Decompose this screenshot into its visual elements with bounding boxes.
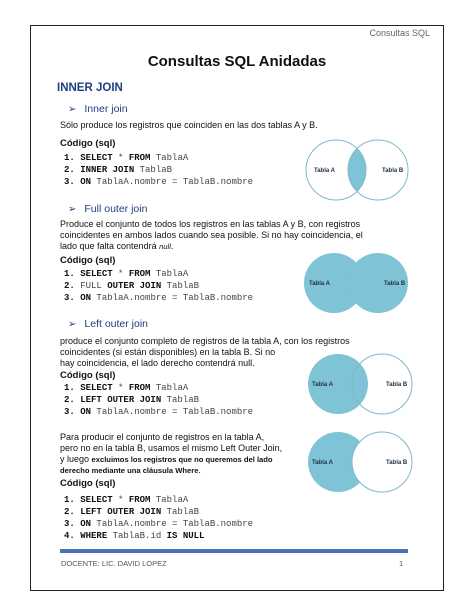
bullet-label: Inner join: [84, 103, 128, 115]
code-line: 3. ON TablaA.nombre = TablaB.nombre: [64, 293, 254, 303]
code-line: 2. LEFT OUTER JOIN TablaB: [64, 395, 200, 405]
venn-label-b: Tabla B: [386, 460, 408, 466]
page-title: Consultas SQL Anidadas: [147, 53, 327, 70]
code-line: 3. ON TablaA.nombre = TablaB.nombre: [64, 177, 254, 187]
venn-inner-join: [296, 138, 418, 207]
code-label: Código (sql): [60, 478, 116, 489]
bullet-label: Full outer join: [84, 203, 148, 215]
arrow-bullet-icon: ➢: [68, 318, 77, 330]
paragraph: Sólo produce los registros que coinciden en las dos tablas A y B.: [60, 120, 318, 130]
code-line: 2. INNER JOIN TablaB: [64, 165, 173, 175]
code-line: 1. SELECT * FROM TablaA: [64, 269, 189, 279]
code-block: [64, 152, 253, 188]
venn-full-outer-join: [294, 251, 418, 320]
code-block: [64, 268, 253, 304]
venn-left-outer-join: [300, 352, 420, 421]
code-line: 2. LEFT OUTER JOIN TablaB: [64, 507, 200, 517]
bullet-full-outer-join: [68, 203, 147, 215]
arrow-bullet-icon: ➢: [68, 203, 77, 215]
bullet-label: Left outer join: [84, 318, 149, 330]
venn-label-a: Tabla A: [312, 382, 334, 388]
venn-label-a: Tabla A: [314, 168, 336, 174]
venn-left-excluding-join: [300, 430, 420, 499]
venn-label-b: Tabla B: [382, 168, 404, 174]
footer-bar: [60, 549, 408, 553]
footer-author: DOCENTE: LIC. DAVID LOPEZ: [61, 559, 167, 568]
code-line: 1. SELECT * FROM TablaA: [64, 153, 189, 163]
bullet-left-outer-join: [68, 318, 148, 330]
code-line: 3. ON TablaA.nombre = TablaB.nombre: [64, 407, 254, 417]
venn-label-b: Tabla B: [384, 281, 406, 287]
paragraph: produce el conjunto completo de registros de la tabla A, con los registros coincidentes (si están disponibles) en la tabla B. Si no hay coincidencia, el lado derecho contendrá null.: [60, 336, 350, 368]
code-line: 1. SELECT * FROM TablaA: [64, 383, 189, 393]
code-label: Código (sql): [60, 370, 116, 381]
paragraph: Para producir el conjunto de registros en la tabla A, pero no en la tabla B, usamos el mismo Left Outer Join, y luego excluimos los registros que no queremos del lado derecho mediante una cláusula Where.: [60, 432, 283, 475]
code-label: Código (sql): [60, 138, 116, 149]
code-block: [64, 494, 253, 542]
code-block: [64, 382, 253, 418]
code-line: 4. WHERE TablaB.id IS NULL: [64, 531, 205, 541]
code-line: 1. SELECT * FROM TablaA: [64, 495, 189, 505]
venn-label-a: Tabla A: [312, 460, 334, 466]
arrow-bullet-icon: ➢: [68, 103, 77, 115]
code-label: Código (sql): [60, 255, 116, 266]
running-head: Consultas SQL: [369, 28, 430, 38]
paragraph: Produce el conjunto de todos los registros en las tablas A y B, con registros coincidentes en ambos lados cuando sea posible. Si no hay coincidencia, el lado que falta contendrá null.: [60, 219, 363, 251]
venn-label-b: Tabla B: [386, 382, 408, 388]
bullet-inner-join: [68, 103, 128, 115]
venn-label-a: Tabla A: [309, 281, 331, 287]
page-number: 1: [399, 559, 404, 568]
code-line: 3. ON TablaA.nombre = TablaB.nombre: [64, 519, 254, 529]
section-title: INNER JOIN: [57, 82, 123, 94]
code-line: 2. FULL OUTER JOIN TablaB: [64, 281, 200, 291]
